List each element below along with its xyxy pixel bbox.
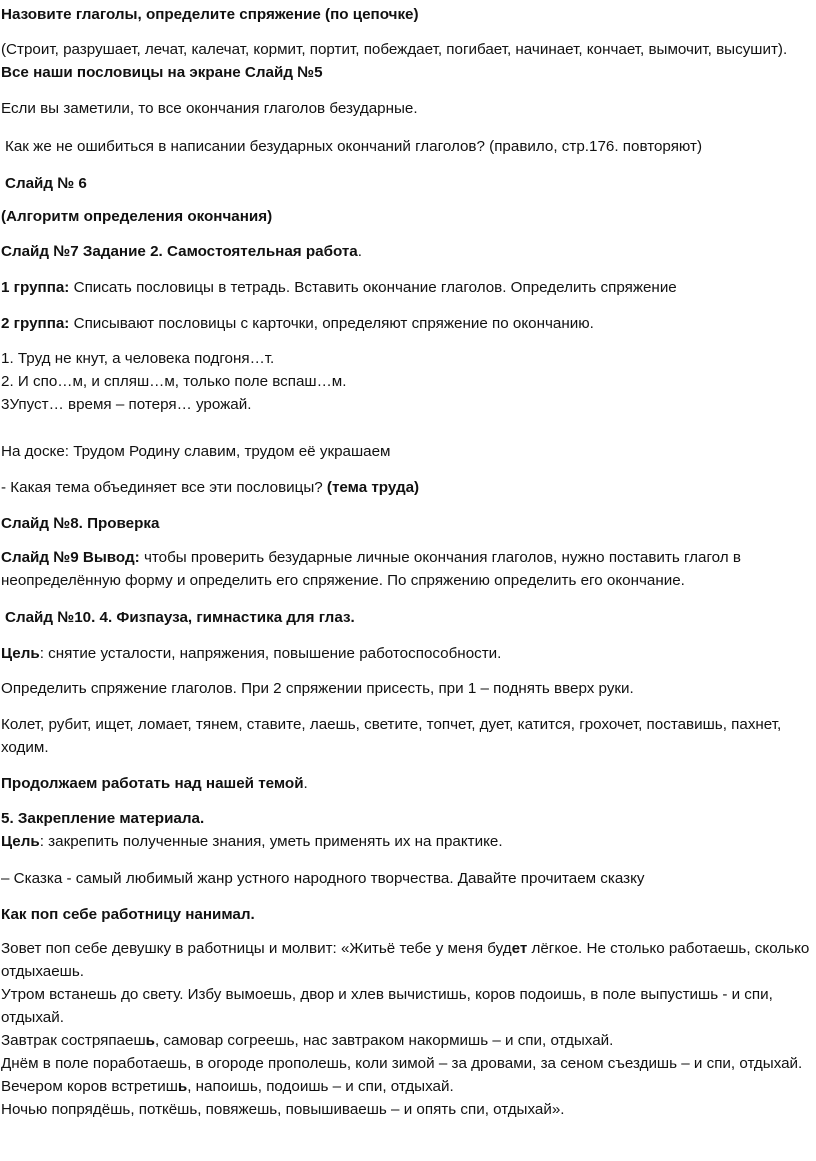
goal-1: Цель: снятие усталости, напряжения, повышение работоспособности. bbox=[1, 645, 502, 662]
tale-title: Как поп себе работницу нанимал. bbox=[1, 906, 255, 923]
slide-6-heading: Слайд № 6 bbox=[5, 175, 87, 192]
tale-line: Днём в поле поработаешь, в огороде прополешь, коли зимой – за дровами, за сеном съездишь – и спи, отдыхай. bbox=[1, 1055, 803, 1072]
slide-10-heading: Слайд №10. 4. Физпауза, гимнастика для глаз. bbox=[5, 609, 355, 626]
continue-heading: Продолжаем работать над нашей темой. bbox=[1, 775, 308, 792]
section-5 bbox=[1, 807, 811, 853]
verbs-exercise: Колет, рубит, ищет, ломает, тянем, ставите, лаешь, светите, топчет, дует, катится, грохочет, поставишь, пахнет, ходим. bbox=[1, 716, 782, 756]
lesson-heading: Назовите глаголы, определите спряжение (по цепочке) bbox=[1, 6, 419, 23]
list-item: 3Упуст… время – потеря… урожай. bbox=[1, 396, 252, 413]
section-5-title: 5. Закрепление материала. bbox=[1, 810, 205, 827]
conjugation-task: Определить спряжение глаголов. При 2 спряжении присесть, при 1 – поднять вверх руки. bbox=[1, 680, 634, 697]
group-2-task: 2 группа: Списывают пословицы с карточки, определяют спряжение по окончанию. bbox=[1, 315, 594, 332]
tale-intro: – Сказка - самый любимый жанр устного народного творчества. Давайте прочитаем сказку bbox=[1, 870, 645, 887]
goal-2: Цель: закрепить полученные знания, уметь применять их на практике. bbox=[1, 833, 503, 850]
group-1-task: 1 группа: Списать пословицы в тетрадь. Вставить окончание глаголов. Определить спряжение bbox=[1, 279, 677, 296]
rule-question: Как же не ошибиться в написании безударных окончаний глаголов? (правило, стр.176. повторяют) bbox=[5, 138, 702, 155]
tale-line: Вечером коров встретишь, напоишь, подоишь – и спи, отдыхай. bbox=[1, 1078, 454, 1095]
verbs-paragraph: (Строит, разрушает, лечат, калечат, кормит, портит, побеждает, погибает, начинает, кончает, вымочит, высушит). Все наши пословицы на экране Слайд №5 bbox=[1, 41, 788, 81]
list-item: 1. Труд не кнут, а человека подгоня…т. bbox=[1, 350, 275, 367]
tale-line: Ночью попрядёшь, поткёшь, повяжешь, повышиваешь – и опять спи, отдыхай». bbox=[1, 1101, 565, 1118]
slide-8-heading: Слайд №8. Проверка bbox=[1, 515, 160, 532]
unstressed-note: Если вы заметили, то все окончания глаголов безударные. bbox=[1, 100, 418, 117]
board-text: На доске: Трудом Родину славим, трудом её украшаем bbox=[1, 443, 391, 460]
algorithm-heading: (Алгоритм определения окончания) bbox=[1, 208, 273, 225]
tale-line: Утром встанешь до свету. Избу вымоешь, двор и хлев вычистишь, коров подоишь, в поле выпустишь - и спи, отдыхай. bbox=[1, 986, 773, 1026]
list-item: 2. И спо…м, и спляш…м, только поле вспаш…м. bbox=[1, 373, 347, 390]
slide-9-conclusion: Слайд №9 Вывод: чтобы проверить безударные личные окончания глаголов, нужно поставить глагол в неопределённую форму и определить его спряжение. По спряжению определить его окончание. bbox=[1, 549, 741, 589]
proverbs-list bbox=[1, 347, 811, 416]
tale-line: Зовет поп себе девушку в работницы и молвит: «Житьё тебе у меня будет лёгкое. Не столько работаешь, сколько отдыхаешь. bbox=[1, 940, 810, 980]
tale-line: Завтрак состряпаешь, самовар согреешь, нас завтраком накормишь – и спи, отдыхай. bbox=[1, 1032, 614, 1049]
theme-question: - Какая тема объединяет все эти пословицы? (тема труда) bbox=[1, 479, 420, 496]
tale-text bbox=[1, 937, 811, 1121]
slide-7-heading: Слайд №7 Задание 2. Самостоятельная работа. bbox=[1, 243, 362, 260]
